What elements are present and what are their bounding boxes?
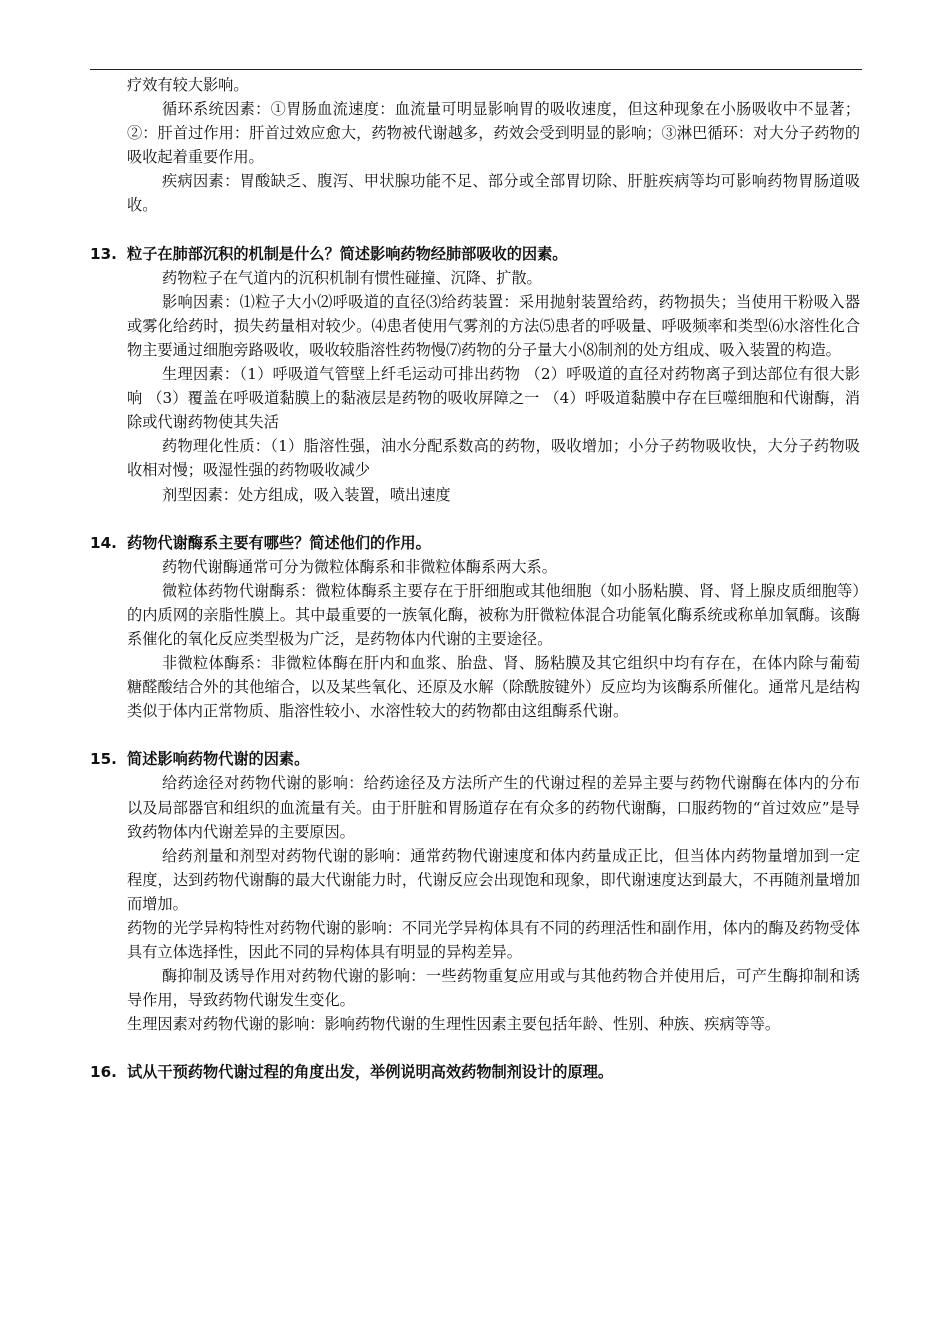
paragraph: 药物理化性质：（1）脂溶性强，油水分配系数高的药物，吸收增加；小分子药物吸收快，大分子药物吸收相对慢；吸湿性强的药物吸收减少 (127, 437, 860, 480)
question-title: 粒子在肺部沉积的机制是什么？简述影响药物经肺部吸收的因素。 (127, 244, 568, 263)
paragraph: 非微粒体酶系：非微粒体酶在肝内和血浆、胎盘、肾、肠粘膜及其它组织中均有存在，在体内除与葡萄糖醛酸结合外的其他缩合，以及某些氧化、还原及水解（除酰胺键外）反应均为该酶系所催化。通常凡是结构类似于体内正常物质、脂溶性较小、水溶性较大的药物都由这组酶系代谢。 (127, 654, 860, 721)
paragraph: 微粒体药物代谢酶系：微粒体酶系主要存在于肝细胞或其他细胞（如小肠粘膜、肾、肾上腺皮质细胞等）的内质网的亲脂性膜上。其中最重要的一族氧化酶，被称为肝微粒体混合功能氧化酶系统或称单加氧酶。该酶系催化的氧化反应类型极为广泛，是药物体内代谢的主要途径。 (127, 581, 860, 648)
paragraph: 生理因素：（1）呼吸道气管壁上纤毛运动可排出药物 （2）呼吸道的直径对药物离子到达部位有很大影响 （3）覆盖在呼吸道黏膜上的黏液层是药物的吸收屏障之一 （4）呼吸道黏膜中存在巨噬细胞和代谢酶，消除或代谢药物使其失活 (127, 365, 860, 432)
paragraph: 生理因素对药物代谢的影响：影响药物代谢的生理性因素主要包括年龄、性别、种族、疾病等等。 (127, 1015, 781, 1034)
paragraph: 酶抑制及诱导作用对药物代谢的影响：一些药物重复应用或与其他药物合并使用后，可产生酶抑制和诱导作用，导致药物代谢发生变化。 (127, 967, 860, 1010)
question-number: 15. (90, 750, 117, 769)
paragraph: 给药途径对药物代谢的影响：给药途径及方法所产生的代谢过程的差异主要与药物代谢酶在体内的分布以及局部器官和组织的血流量有关。由于肝脏和胃肠道存在有众多的药物代谢酶，口服药物的“首过效应”是导致药物体内代谢差异的主要原因。 (127, 774, 860, 841)
question-number: 16. (90, 1063, 117, 1082)
paragraph: 药物的光学异构特性对药物代谢的影响：不同光学异构体具有不同的药理活性和副作用，体内的酶及药物受体具有立体选择性，因此不同的异构体具有明显的异构差异。 (127, 919, 860, 962)
question-number: 14. (90, 533, 117, 552)
paragraph: 给药剂量和剂型对药物代谢的影响：通常药物代谢速度和体内药量成正比，但当体内药物量增加到一定程度，达到药物代谢酶的最大代谢能力时，代谢反应会出现饱和现象，即代谢速度达到最大，不再随剂量增加而增加。 (127, 846, 860, 913)
paragraph: 疾病因素：胃酸缺乏、腹泻、甲状腺功能不足、部分或全部胃切除、肝脏疾病等均可影响药物胃肠道吸收。 (127, 172, 860, 215)
paragraph: 剂型因素：处方组成，吸入装置，喷出速度 (162, 485, 451, 504)
document-body (90, 73, 860, 1085)
question-heading (90, 747, 860, 771)
paragraph: 药物代谢酶通常可分为微粒体酶系和非微粒体酶系两大系。 (162, 557, 557, 576)
question-title: 药物代谢酶系主要有哪些？简述他们的作用。 (127, 533, 431, 552)
paragraph: 影响因素：⑴粒子大小⑵呼吸道的直径⑶给药装置：采用抛射装置给药，药物损失；当使用干粉吸入器或雾化给药时，损失药量相对较少。⑷患者使用气雾剂的方法⑸患者的呼吸量、呼吸频率和类型⑹水溶性化合物主要通过细胞旁路吸收，吸收较脂溶性药物慢⑺药物的分子量大小⑻制剂的处方组成、吸入装置的构造。 (127, 292, 860, 359)
paragraph: 药物粒子在气道内的沉积机制有惯性碰撞、沉降、扩散。 (162, 268, 542, 287)
question-title: 试从干预药物代谢过程的角度出发，举例说明高效药物制剂设计的原理。 (127, 1063, 613, 1082)
question-title: 简述影响药物代谢的因素。 (127, 750, 310, 769)
paragraph: 疗效有较大影响。 (127, 76, 249, 94)
paragraph: 循环系统因素：①胃肠血流速度：血流量可明显影响胃的吸收速度，但这种现象在小肠吸收中不显著；②：肝首过作用：肝首过效应愈大，药物被代谢越多，药效会受到明显的影响；③淋巴循环：对大分子药物的吸收起着重要作用。 (127, 100, 860, 167)
question-heading (90, 1060, 860, 1084)
header-rule (90, 69, 862, 70)
question-heading (90, 531, 860, 555)
question-heading (90, 242, 860, 266)
question-number: 13. (90, 244, 117, 263)
